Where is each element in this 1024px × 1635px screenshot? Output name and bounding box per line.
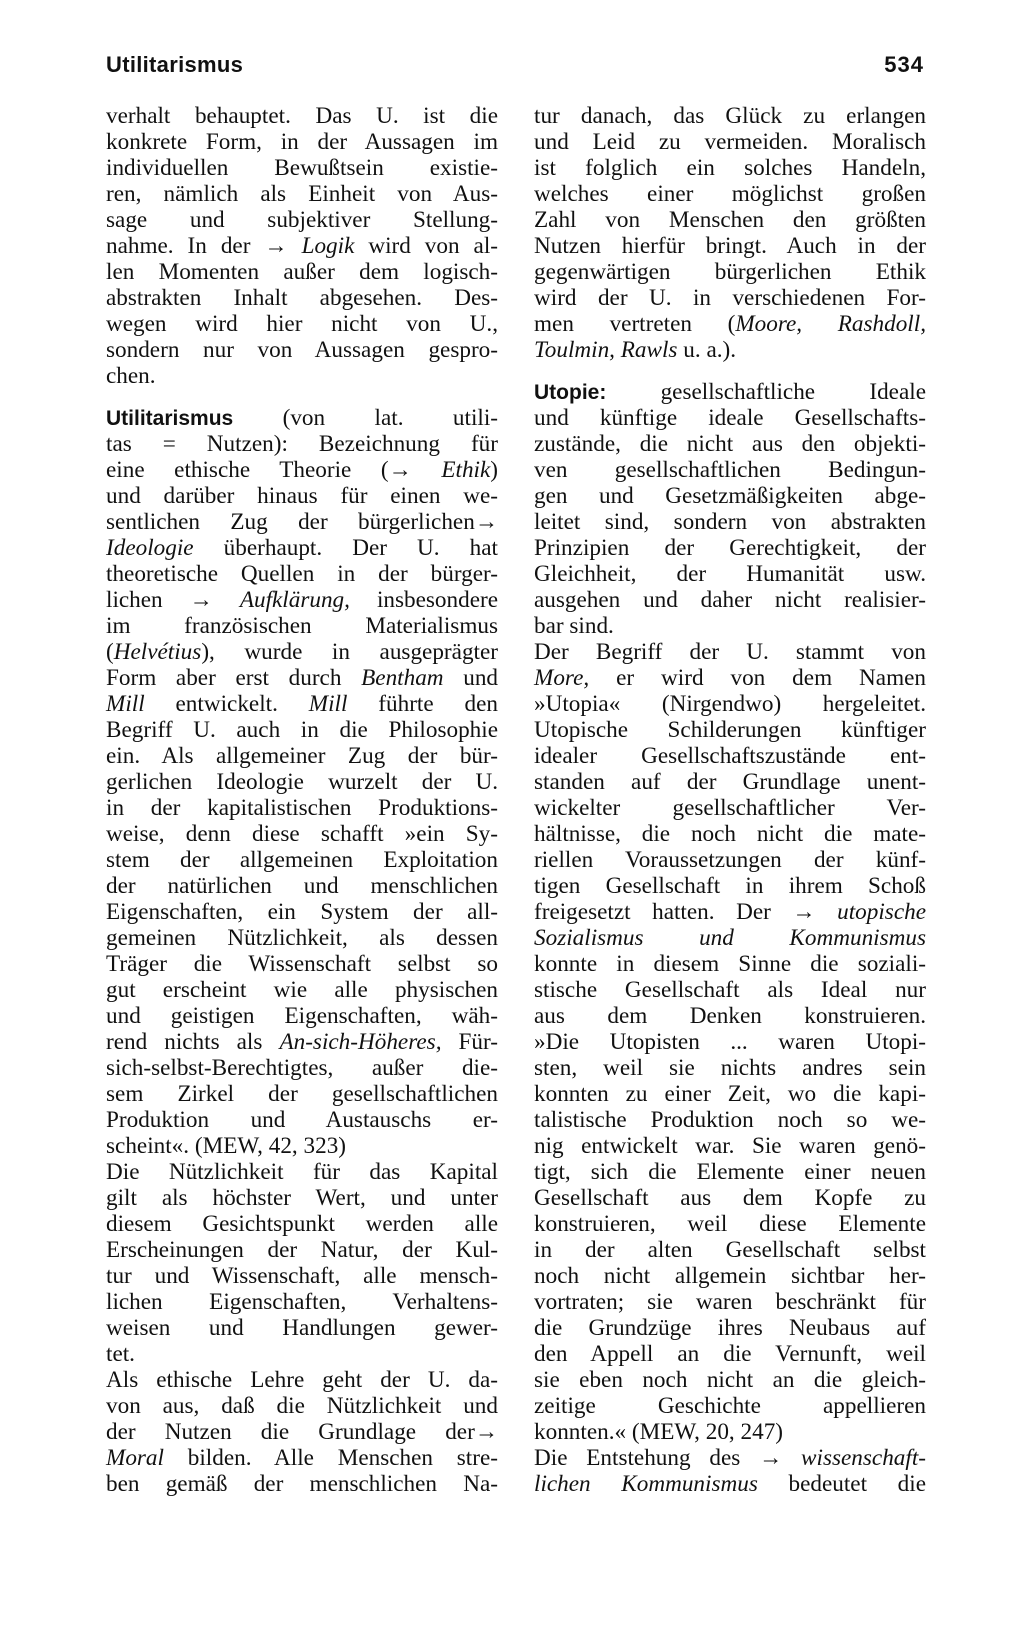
text-line bbox=[534, 1471, 926, 1497]
text-line bbox=[106, 405, 498, 431]
text-line bbox=[534, 769, 926, 795]
text-run: wird von al- bbox=[354, 233, 499, 259]
text-line bbox=[534, 337, 926, 363]
text-line bbox=[534, 405, 926, 431]
text-line bbox=[106, 1029, 498, 1055]
text-line bbox=[534, 207, 926, 233]
text-run: in der alten Gesellschaft selbst bbox=[534, 1237, 926, 1263]
text-run: ren, nämlich als Einheit von Aus- bbox=[106, 181, 498, 207]
text-line bbox=[106, 639, 498, 665]
text-run: ) bbox=[490, 457, 499, 483]
text-line bbox=[534, 1367, 926, 1393]
text-line bbox=[106, 483, 498, 509]
text-run: scheint«. (MEW, 42, 323) bbox=[106, 1133, 347, 1159]
text-run: die Grundzüge ihres Neubaus auf bbox=[534, 1315, 926, 1341]
text-run: und künftige ideale Gesellschafts- bbox=[534, 405, 926, 431]
text-line bbox=[106, 1107, 498, 1133]
text-run: sten, weil sie nichts andres sein bbox=[534, 1055, 926, 1081]
text-line bbox=[534, 1159, 926, 1185]
cross-reference-arrow: → bbox=[792, 899, 838, 925]
text-run: gilt als höchster Wert, und unter bbox=[106, 1185, 498, 1211]
text-run: Utopische Schilderungen künftiger bbox=[534, 717, 926, 743]
text-line bbox=[534, 639, 926, 665]
text-line bbox=[106, 613, 498, 639]
text-line bbox=[106, 977, 498, 1003]
text-line bbox=[534, 1341, 926, 1367]
text-run: ausgehen und daher nicht realisier- bbox=[534, 587, 926, 613]
cross-reference: wissenschaft- bbox=[801, 1445, 926, 1471]
text-line bbox=[534, 1003, 926, 1029]
cross-reference: Moore, Rashdoll, bbox=[735, 311, 926, 337]
text-run: (von lat. utili- bbox=[233, 405, 498, 431]
text-run: weisen und Handlungen gewer- bbox=[106, 1315, 498, 1341]
text-line bbox=[106, 337, 498, 363]
text-line bbox=[106, 795, 498, 821]
text-line bbox=[106, 847, 498, 873]
cross-reference: An-sich-Höheres, bbox=[279, 1029, 442, 1055]
text-run: Eigenschaften, ein System der all- bbox=[106, 899, 498, 925]
text-line bbox=[534, 795, 926, 821]
text-run: sich-selbst-Berechtigtes, außer die- bbox=[106, 1055, 498, 1081]
text-run: hältnisse, die noch nicht die mate- bbox=[534, 821, 926, 847]
text-run: Für- bbox=[441, 1029, 498, 1055]
text-line bbox=[106, 899, 498, 925]
text-line bbox=[106, 509, 498, 535]
text-line bbox=[106, 1367, 498, 1393]
cross-reference-arrow: → bbox=[189, 587, 240, 613]
text-run: er wird von dem Namen bbox=[589, 665, 926, 691]
text-line bbox=[106, 691, 498, 717]
text-run: und darüber hinaus für einen we- bbox=[106, 483, 498, 509]
text-run: lichen Eigenschaften, Verhaltens- bbox=[106, 1289, 498, 1315]
text-line bbox=[534, 431, 926, 457]
text-run: sage und subjektiver Stellung- bbox=[106, 207, 498, 233]
text-line bbox=[106, 1289, 498, 1315]
text-line bbox=[534, 1263, 926, 1289]
text-run: konkrete Form, in der Aussagen im bbox=[106, 129, 498, 155]
text-run: ben gemäß der menschlichen Na- bbox=[106, 1471, 498, 1497]
text-run: individuellen Bewußtsein existie- bbox=[106, 155, 498, 181]
text-run: tas = Nutzen): Bezeichnung für bbox=[106, 431, 498, 457]
text-run: weise, denn diese schafft »ein Sy- bbox=[106, 821, 498, 847]
right-column bbox=[534, 103, 926, 1497]
cross-reference-arrow: → bbox=[474, 509, 498, 535]
running-head: Utilitarismus bbox=[106, 52, 244, 77]
cross-reference: lichen Kommunismus bbox=[534, 1471, 758, 1497]
text-run: leitet sind, sondern von abstrakten bbox=[534, 509, 926, 535]
left-column bbox=[106, 103, 498, 1497]
text-run: idealer Gesellschaftszustände ent- bbox=[534, 743, 926, 769]
text-line bbox=[534, 977, 926, 1003]
cross-reference: Helvétius bbox=[113, 639, 202, 665]
text-run: der natürlichen und menschlichen bbox=[106, 873, 498, 899]
text-run: nahme. In der bbox=[106, 233, 265, 259]
text-run: aus dem Denken konstruieren. bbox=[534, 1003, 926, 1029]
cross-reference: Aufklärung, bbox=[239, 587, 350, 613]
text-run: gegenwärtigen bürgerlichen Ethik bbox=[534, 259, 926, 285]
text-run: von aus, daß die Nützlichkeit und bbox=[106, 1393, 498, 1419]
text-line bbox=[106, 769, 498, 795]
text-run: freigesetzt hatten. Der bbox=[534, 899, 793, 925]
text-line bbox=[106, 873, 498, 899]
text-run: der Nutzen die Grundlage der bbox=[106, 1419, 475, 1445]
text-line bbox=[106, 1445, 498, 1471]
text-run: chen. bbox=[106, 363, 156, 389]
text-run: vortraten; sie waren beschränkt für bbox=[534, 1289, 926, 1315]
text-line bbox=[106, 207, 498, 233]
text-line bbox=[106, 431, 498, 457]
text-line bbox=[106, 535, 498, 561]
text-line bbox=[534, 925, 926, 951]
text-run: u. a.). bbox=[677, 337, 737, 363]
text-run: Der Begriff der U. stammt von bbox=[534, 639, 926, 665]
cross-reference: More, bbox=[534, 665, 590, 691]
text-run: bedeutet die bbox=[757, 1471, 926, 1497]
page-header bbox=[106, 52, 924, 82]
text-line bbox=[106, 1055, 498, 1081]
text-run: ein. Als allgemeiner Zug der bür- bbox=[106, 743, 498, 769]
text-run: Erscheinungen der Natur, der Kul- bbox=[106, 1237, 498, 1263]
text-run: Nutzen hierfür bringt. Auch in der bbox=[534, 233, 926, 259]
text-line bbox=[106, 259, 498, 285]
text-run: und bbox=[443, 665, 498, 691]
text-line bbox=[534, 1393, 926, 1419]
text-run: tur danach, das Glück zu erlangen bbox=[534, 103, 926, 129]
text-run: Form aber erst durch bbox=[106, 665, 362, 691]
text-line bbox=[534, 665, 926, 691]
text-run: eine ethische Theorie ( bbox=[106, 457, 389, 483]
text-run: Begriff U. auch in die Philosophie bbox=[106, 717, 498, 743]
text-line bbox=[534, 1133, 926, 1159]
text-line bbox=[534, 1107, 926, 1133]
cross-reference-arrow: → bbox=[474, 1419, 498, 1445]
page-number: 534 bbox=[884, 52, 924, 77]
text-line bbox=[106, 1263, 498, 1289]
text-line bbox=[534, 1419, 926, 1445]
text-run: ven gesellschaftlichen Bedingun- bbox=[534, 457, 926, 483]
text-line bbox=[534, 483, 926, 509]
text-line bbox=[106, 363, 498, 389]
text-line bbox=[534, 821, 926, 847]
cross-reference-arrow: → bbox=[264, 233, 302, 259]
text-run: konnten.« (MEW, 20, 247) bbox=[534, 1419, 784, 1445]
text-run: Gesellschaft aus dem Kopfe zu bbox=[534, 1185, 926, 1211]
text-run: den Appell an die Vernunft, weil bbox=[534, 1341, 926, 1367]
text-run: tigt, sich die Elemente einer neuen bbox=[534, 1159, 926, 1185]
cross-reference: Bentham bbox=[361, 665, 444, 691]
text-run: gemeinen Nützlichkeit, als dessen bbox=[106, 925, 498, 951]
text-line bbox=[534, 103, 926, 129]
text-line bbox=[534, 1029, 926, 1055]
text-run: Als ethische Lehre geht der U. da- bbox=[106, 1367, 498, 1393]
text-line bbox=[534, 847, 926, 873]
entry-lemma: Utilitarismus bbox=[106, 407, 234, 430]
text-run: und geistigen Eigenschaften, wäh- bbox=[106, 1003, 498, 1029]
text-run: sentlichen Zug der bürgerlichen bbox=[106, 509, 475, 535]
text-line bbox=[534, 379, 926, 405]
text-line bbox=[534, 509, 926, 535]
text-run: zeitige Geschichte appellieren bbox=[534, 1393, 926, 1419]
text-line bbox=[534, 259, 926, 285]
text-line bbox=[534, 873, 926, 899]
text-run: gesellschaftliche Ideale bbox=[606, 379, 926, 405]
text-run: sem Zirkel der gesellschaftlichen bbox=[106, 1081, 498, 1107]
text-run: ( bbox=[106, 639, 114, 665]
text-line bbox=[106, 311, 498, 337]
text-line bbox=[534, 233, 926, 259]
text-run: überhaupt. Der U. hat bbox=[193, 535, 498, 561]
text-run: tet. bbox=[106, 1341, 135, 1367]
text-run: Prinzipien der Gerechtigkeit, der bbox=[534, 535, 926, 561]
text-run: führte den bbox=[347, 691, 498, 717]
text-line bbox=[534, 457, 926, 483]
text-run: stische Gesellschaft als Ideal nur bbox=[534, 977, 926, 1003]
text-line bbox=[534, 311, 926, 337]
text-line bbox=[534, 1289, 926, 1315]
text-line bbox=[534, 951, 926, 977]
text-line bbox=[534, 613, 926, 639]
text-run: konstruieren, weil diese Elemente bbox=[534, 1211, 926, 1237]
cross-reference: Ideologie bbox=[106, 535, 194, 561]
text-line bbox=[106, 821, 498, 847]
text-line bbox=[534, 587, 926, 613]
text-line bbox=[106, 665, 498, 691]
text-line bbox=[534, 1081, 926, 1107]
text-run: bilden. Alle Menschen stre- bbox=[163, 1445, 498, 1471]
text-line bbox=[534, 1445, 926, 1471]
text-line bbox=[106, 1341, 498, 1367]
text-line bbox=[106, 1393, 498, 1419]
text-line bbox=[534, 1055, 926, 1081]
text-run: standen auf der Grundlage unent- bbox=[534, 769, 926, 795]
text-line bbox=[106, 285, 498, 311]
cross-reference: Logik bbox=[301, 233, 355, 259]
cross-reference: Mill bbox=[106, 691, 145, 717]
text-run: stem der allgemeinen Exploitation bbox=[106, 847, 498, 873]
text-run: Produktion und Austauschs er- bbox=[106, 1107, 498, 1133]
text-run: riellen Voraussetzungen der künf- bbox=[534, 847, 926, 873]
text-run: »Die Utopisten ... waren Utopi- bbox=[534, 1029, 926, 1055]
text-run: abstrakten Inhalt abgesehen. Des- bbox=[106, 285, 498, 311]
text-run: noch nicht allgemein sichtbar her- bbox=[534, 1263, 926, 1289]
text-line bbox=[106, 1185, 498, 1211]
text-run: theoretische Quellen in der bürger- bbox=[106, 561, 498, 587]
text-line bbox=[534, 1211, 926, 1237]
text-line bbox=[534, 155, 926, 181]
text-run: tigen Gesellschaft in ihrem Schoß bbox=[534, 873, 926, 899]
text-run: gen und Gesetzmäßigkeiten abge- bbox=[534, 483, 926, 509]
text-line bbox=[534, 535, 926, 561]
text-run: bar sind. bbox=[534, 613, 614, 639]
text-line bbox=[106, 561, 498, 587]
text-run: diesem Gesichtspunkt werden alle bbox=[106, 1211, 498, 1237]
text-line bbox=[106, 181, 498, 207]
text-run: talistische Produktion noch so we- bbox=[534, 1107, 926, 1133]
text-line bbox=[534, 743, 926, 769]
text-line bbox=[106, 1003, 498, 1029]
text-line bbox=[106, 457, 498, 483]
text-run: ist folglich ein solches Handeln, bbox=[534, 155, 926, 181]
entry-lemma: Utopie: bbox=[534, 381, 607, 404]
text-line bbox=[534, 129, 926, 155]
cross-reference-arrow: → bbox=[759, 1445, 802, 1471]
text-run: rend nichts als bbox=[106, 1029, 280, 1055]
text-line bbox=[106, 1237, 498, 1263]
text-run: Zahl von Menschen den größten bbox=[534, 207, 926, 233]
cross-reference: Sozialismus und Kommunismus bbox=[534, 925, 926, 951]
text-run: len Momenten außer dem logisch- bbox=[106, 259, 498, 285]
text-run: gerlichen Ideologie wurzelt der U. bbox=[106, 769, 498, 795]
cross-reference: utopische bbox=[837, 899, 927, 925]
text-run: »Utopia« (Nirgendwo) hergeleitet. bbox=[534, 691, 926, 717]
text-line bbox=[106, 233, 498, 259]
text-line bbox=[534, 285, 926, 311]
text-run: men vertreten ( bbox=[534, 311, 736, 337]
text-run: in der kapitalistischen Produktions- bbox=[106, 795, 498, 821]
text-line bbox=[106, 587, 498, 613]
text-line bbox=[534, 1185, 926, 1211]
text-line bbox=[534, 717, 926, 743]
text-line bbox=[534, 561, 926, 587]
text-line bbox=[106, 1471, 498, 1497]
text-run: verhalt behauptet. Das U. ist die bbox=[106, 103, 498, 129]
text-run: und Leid zu vermeiden. Moralisch bbox=[534, 129, 926, 155]
text-run: welches einer möglichst großen bbox=[534, 181, 926, 207]
text-run: wickelter gesellschaftlicher Ver- bbox=[534, 795, 926, 821]
text-line bbox=[106, 1419, 498, 1445]
text-run: insbesondere bbox=[349, 587, 498, 613]
text-line bbox=[106, 129, 498, 155]
text-line bbox=[106, 1133, 498, 1159]
text-line bbox=[106, 1211, 498, 1237]
text-run: gut erscheint wie alle physischen bbox=[106, 977, 498, 1003]
text-run: lichen bbox=[106, 587, 190, 613]
text-run: entwickelt. bbox=[144, 691, 309, 717]
text-run: nig entwickelt war. Sie waren genö- bbox=[534, 1133, 926, 1159]
cross-reference: Toulmin, Rawls bbox=[534, 337, 678, 363]
text-line bbox=[106, 951, 498, 977]
text-line bbox=[106, 743, 498, 769]
text-line bbox=[106, 1315, 498, 1341]
text-line bbox=[534, 1315, 926, 1341]
text-run: wegen wird hier nicht von U., bbox=[106, 311, 498, 337]
text-line bbox=[534, 691, 926, 717]
text-run: tur und Wissenschaft, alle mensch- bbox=[106, 1263, 498, 1289]
text-line bbox=[106, 1081, 498, 1107]
text-run: konnte in diesem Sinne die soziali- bbox=[534, 951, 926, 977]
text-line bbox=[106, 717, 498, 743]
cross-reference-arrow: → bbox=[388, 457, 442, 483]
text-line bbox=[534, 181, 926, 207]
text-line bbox=[534, 1237, 926, 1263]
text-run: konnten zu einer Zeit, wo die kapi- bbox=[534, 1081, 926, 1107]
text-run: Die Nützlichkeit für das Kapital bbox=[106, 1159, 498, 1185]
text-line bbox=[534, 899, 926, 925]
text-run: zustände, die nicht aus den objekti- bbox=[534, 431, 926, 457]
cross-reference: Ethik bbox=[441, 457, 491, 483]
text-run: sie eben noch nicht an die gleich- bbox=[534, 1367, 926, 1393]
cross-reference: Mill bbox=[308, 691, 348, 717]
text-run: Träger die Wissenschaft selbst so bbox=[106, 951, 498, 977]
text-run: ), wurde in ausgeprägter bbox=[201, 639, 498, 665]
text-run: sondern nur von Aussagen gespro- bbox=[106, 337, 498, 363]
text-run: Gleichheit, der Humanität usw. bbox=[534, 561, 926, 587]
text-run: wird der U. in verschiedenen For- bbox=[534, 285, 926, 311]
text-line bbox=[106, 925, 498, 951]
text-line bbox=[106, 103, 498, 129]
cross-reference: Moral bbox=[106, 1445, 164, 1471]
text-run: im französischen Materialismus bbox=[106, 613, 498, 639]
text-run: Die Entstehung des bbox=[534, 1445, 760, 1471]
text-line bbox=[106, 155, 498, 181]
text-line bbox=[106, 1159, 498, 1185]
